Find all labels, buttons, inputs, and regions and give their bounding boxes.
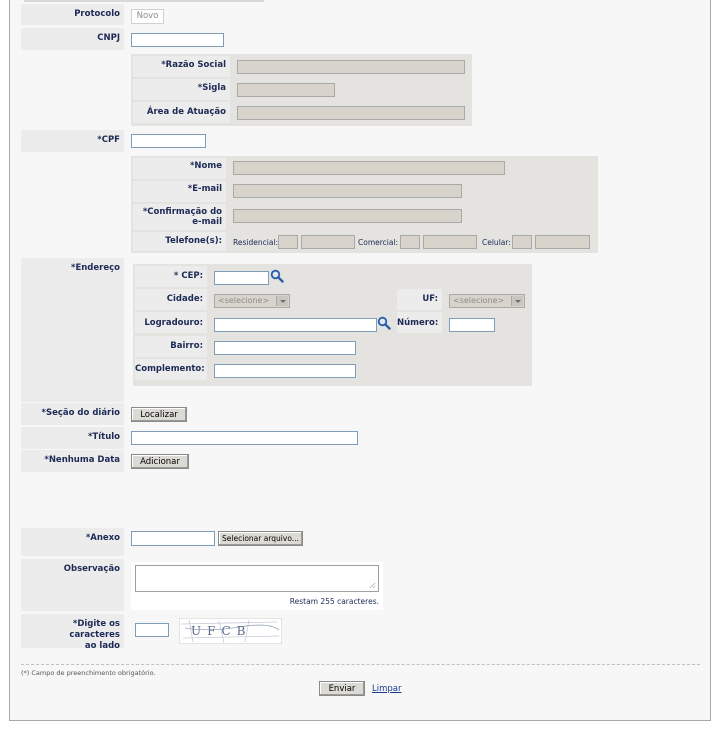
anexo-label: *Anexo (21, 528, 124, 556)
observacao-label: Observação (21, 559, 124, 611)
limpar-link[interactable]: Limpar (372, 684, 402, 694)
comercial-numero-input[interactable] (423, 235, 477, 249)
captcha-text: UFCB (191, 624, 252, 638)
celular-numero-input[interactable] (535, 235, 590, 249)
titulo-input[interactable] (131, 431, 358, 445)
razao-social-label: *Razão Social (161, 60, 226, 70)
required-note: (*) Campo de preenchimento obrigatório. (21, 669, 156, 677)
confirmacao-label-line2: e-mail (192, 217, 222, 227)
cep-input[interactable] (214, 271, 269, 285)
area-atuacao-label: Área de Atuação (146, 107, 226, 117)
secao-diario-label: *Seção do diário (21, 403, 124, 425)
titulo-label: *Título (21, 427, 124, 449)
resize-grip-icon[interactable] (369, 582, 376, 589)
confirmacao-label-line1: *Confirmação do (142, 207, 222, 217)
numero-label: Número: (397, 318, 439, 328)
uf-select[interactable] (449, 294, 525, 308)
numero-input[interactable] (449, 318, 495, 332)
localizar-button[interactable]: Localizar (131, 407, 187, 422)
cnpj-label: CNPJ (21, 28, 124, 50)
logradouro-input[interactable] (214, 318, 377, 332)
cidade-select-value: <selecione> (218, 296, 270, 305)
area-atuacao-input[interactable] (237, 106, 465, 120)
logradouro-label: Logradouro: (144, 318, 203, 328)
email-label: *E-mail (187, 184, 222, 194)
nenhuma-data-label: *Nenhuma Data (21, 450, 124, 472)
nome-input[interactable] (233, 161, 505, 175)
uf-select-value: <selecione> (453, 296, 505, 305)
residencial-ddd-input[interactable] (278, 235, 298, 249)
protocolo-value: Novo (131, 9, 164, 24)
telefone-label: Telefone(s): (165, 236, 222, 246)
footer-divider (21, 664, 700, 665)
captcha-label-line1: *Digite os caracteres (69, 619, 120, 640)
captcha-label-line2: ao lado (84, 641, 120, 651)
complemento-input[interactable] (214, 364, 356, 378)
observacao-counter: Restam 255 caracteres. (289, 597, 379, 606)
razao-social-input[interactable] (237, 60, 465, 74)
chevron-down-icon (511, 296, 523, 306)
captcha-image (179, 618, 282, 644)
celular-ddd-input[interactable] (512, 235, 532, 249)
adicionar-button[interactable]: Adicionar (131, 454, 189, 469)
cep-label: * CEP: (173, 271, 203, 281)
bairro-input[interactable] (214, 341, 356, 355)
protocolo-label: Protocolo (21, 4, 124, 25)
cidade-select[interactable] (214, 294, 290, 308)
top-decoration (24, 0, 264, 2)
captcha-label (21, 614, 124, 651)
cidade-label: Cidade: (166, 294, 203, 304)
confirmacao-email-label (133, 207, 222, 227)
sigla-label: *Sigla (197, 83, 226, 93)
complemento-label: Complemento: (135, 364, 205, 374)
observacao-textarea[interactable] (135, 565, 379, 592)
bairro-label: Bairro: (170, 341, 203, 351)
comercial-label: Comercial: (358, 238, 399, 247)
anexo-input[interactable] (131, 531, 215, 546)
cpf-input[interactable] (131, 134, 206, 148)
residencial-label: Residencial: (233, 238, 279, 247)
uf-label: UF: (422, 294, 438, 304)
email-input[interactable] (233, 184, 462, 198)
celular-label: Celular: (482, 238, 511, 247)
cep-search-icon[interactable] (270, 269, 284, 283)
endereco-label: *Endereço (21, 258, 124, 402)
chevron-down-icon (276, 296, 288, 306)
cpf-label: *CPF (21, 130, 124, 152)
captcha-input[interactable] (135, 623, 169, 637)
residencial-numero-input[interactable] (301, 235, 355, 249)
logradouro-search-icon[interactable] (377, 316, 391, 330)
comercial-ddd-input[interactable] (400, 235, 420, 249)
enviar-button[interactable]: Enviar (319, 681, 365, 696)
confirmacao-email-input[interactable] (233, 209, 462, 223)
nome-label: *Nome (189, 161, 222, 171)
cnpj-input[interactable] (131, 33, 224, 47)
selecionar-arquivo-button[interactable]: Selecionar arquivo... (218, 531, 303, 546)
sigla-input[interactable] (237, 83, 335, 97)
